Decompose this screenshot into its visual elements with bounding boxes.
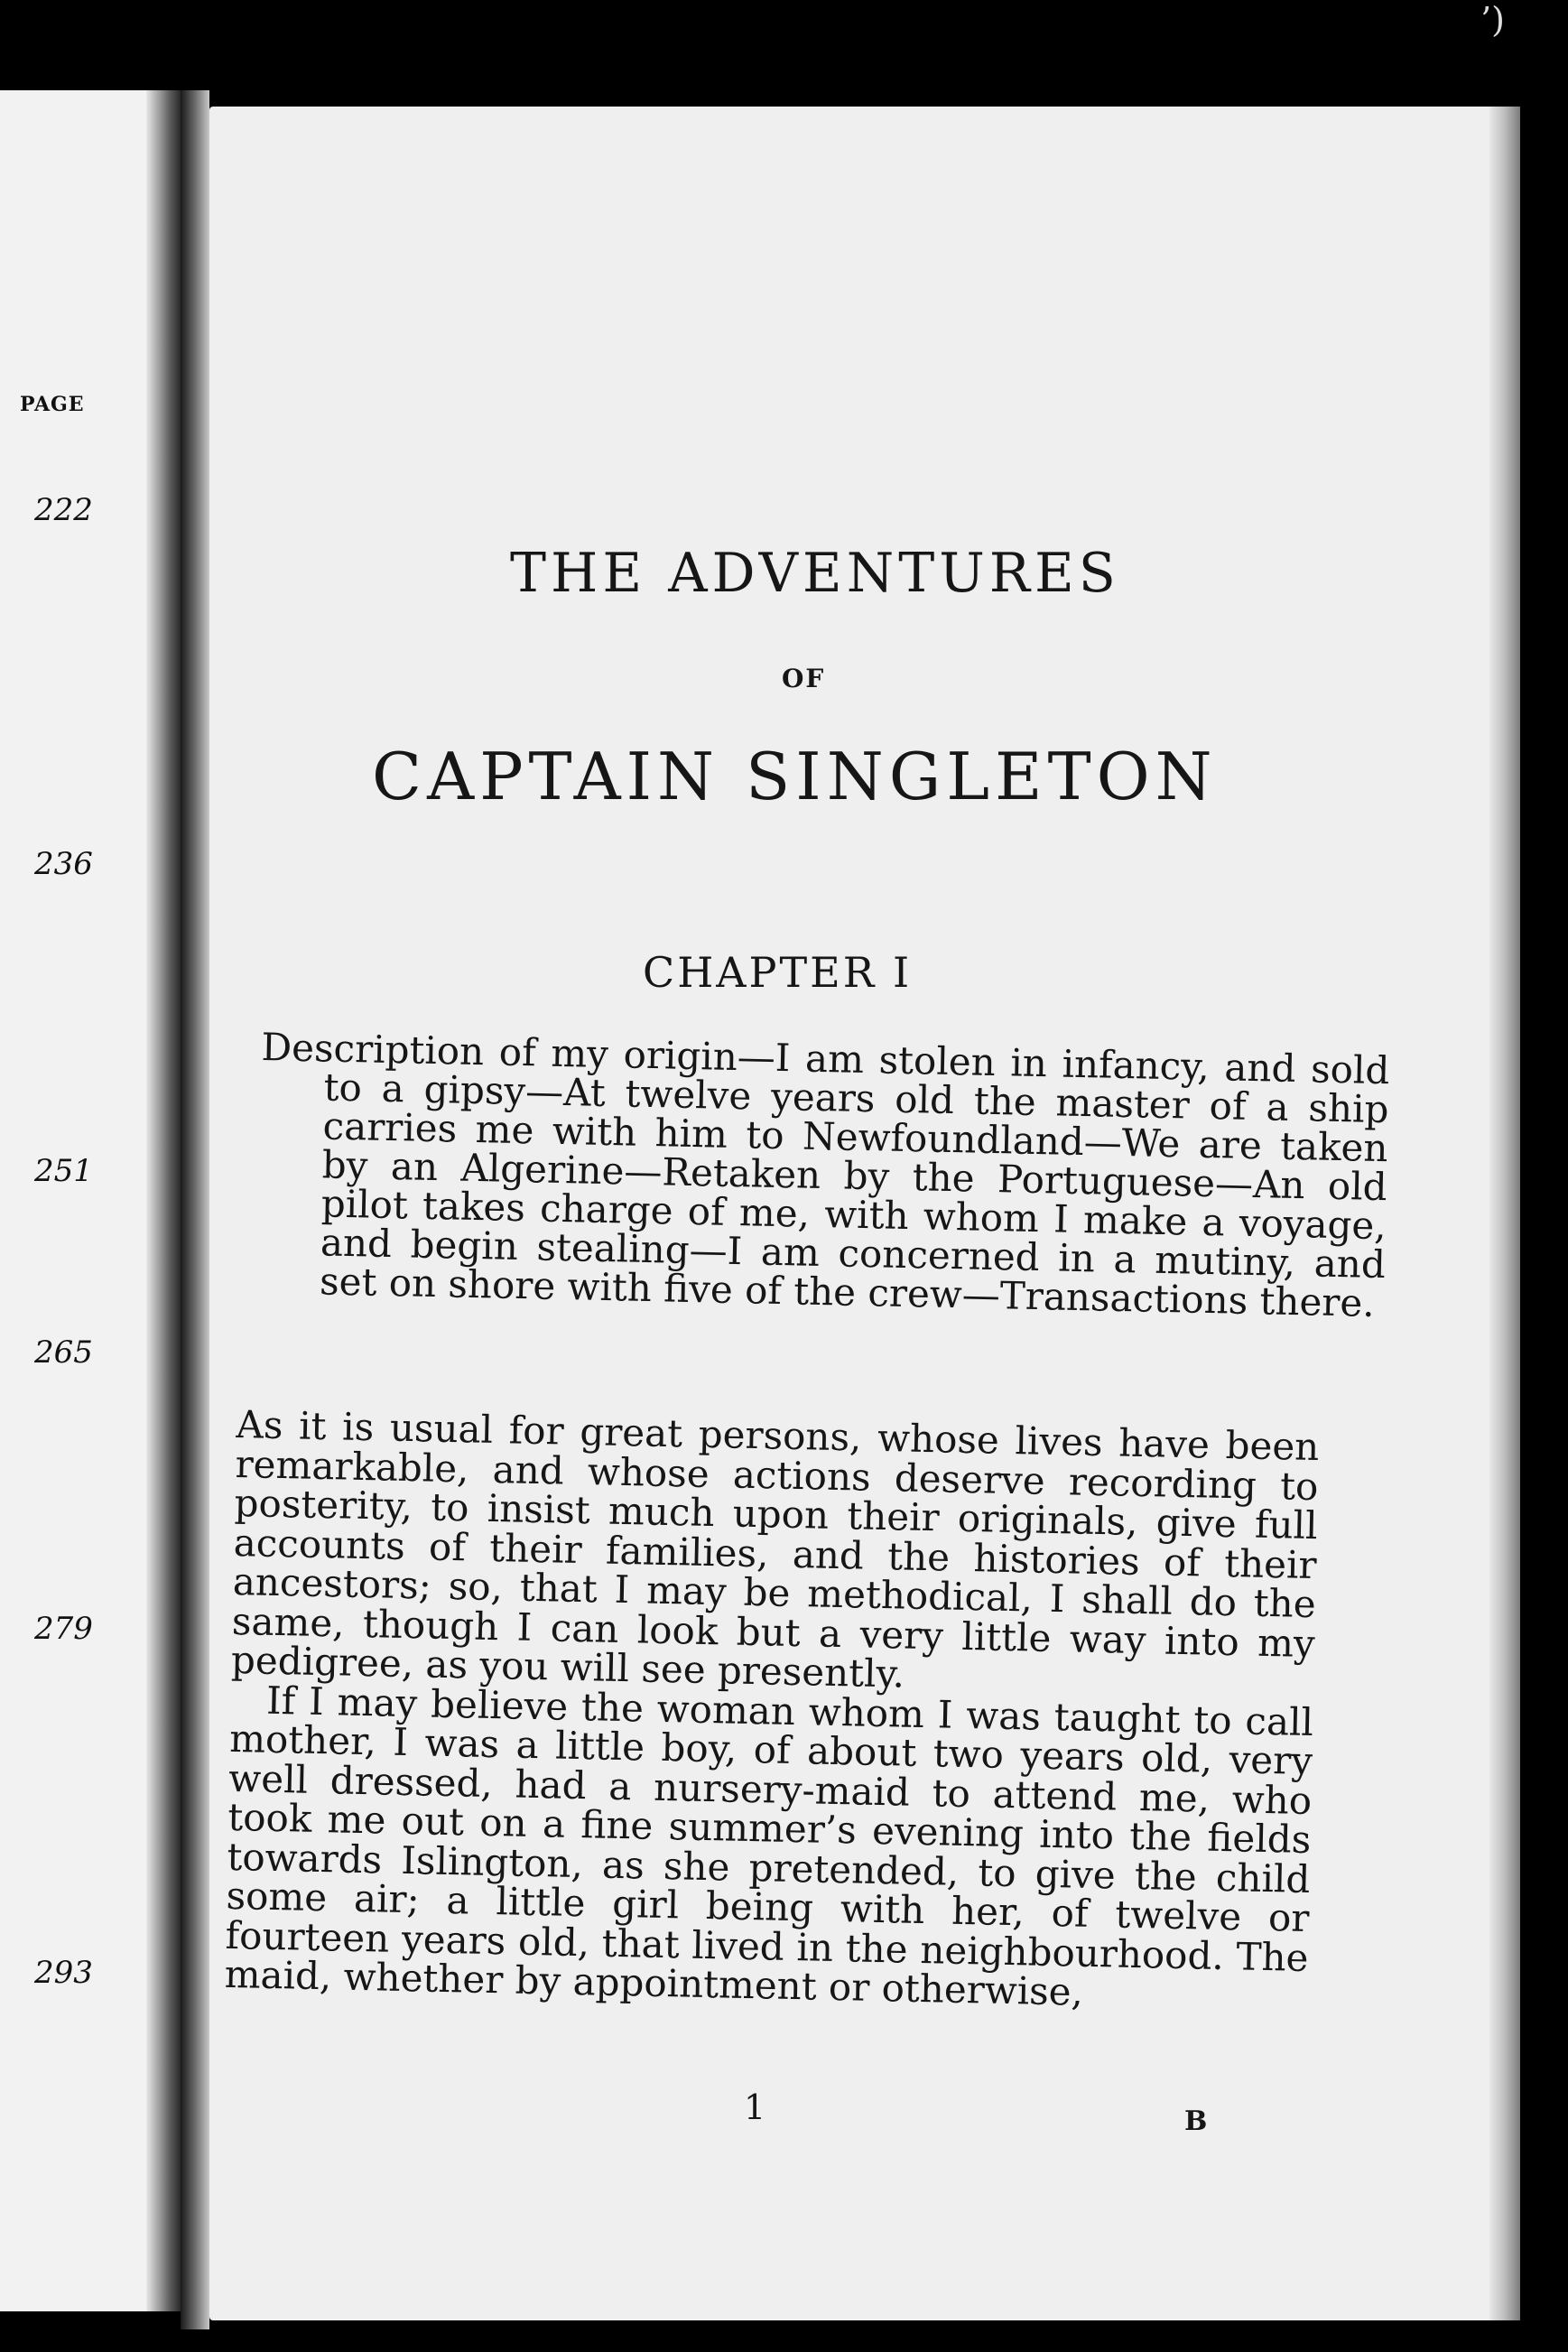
book-spine-shadow	[181, 90, 209, 2329]
page-number-entry: 265	[34, 1334, 93, 1371]
page-number-entry: 236	[34, 846, 93, 882]
page-number-entry: 251	[34, 1153, 93, 1189]
page-folio-number: 1	[744, 2087, 766, 2127]
book-title: THE ADVENTURES	[510, 542, 1120, 605]
page-number-entry: 293	[34, 1955, 93, 1991]
book-title-of: OF	[782, 664, 826, 693]
body-paragraph: As it is usual for great persons, whose lives have been remarkable, and whose actions deserve recording to posterity, to insist much upon their originals, give full accounts of their families, and the histories of their ancestors; so, that I may be methodical, I shall do the same, though I can look but a very little way into my pedigree, as you will see presently.	[230, 1402, 1320, 1697]
page-number-entry: 279	[34, 1611, 93, 1647]
body-text	[224, 1402, 1320, 2016]
previous-page	[0, 90, 181, 2311]
chapter-synopsis: Description of my origin—I am stolen in infancy, and sold to a gipsy—At twelve years old the master of a ship carries me with him to Newfoundland—We are taken by an Algerine—Retaken by the Portuguese—An old pilot takes charge of me, with whom I make a voyage, and begin stealing—I am concerned in a mutiny, and set on shore with five of the crew—Transactions there.	[261, 1025, 1390, 1325]
book-subtitle: CAPTAIN SINGLETON	[372, 739, 1218, 814]
signature-mark: B	[1184, 2106, 1208, 2137]
left-page-gutter-shadow	[146, 90, 181, 2311]
chapter-heading: CHAPTER I	[643, 948, 913, 997]
corner-mark: ’)	[1480, 0, 1505, 40]
page-column-header: PAGE	[20, 393, 85, 416]
body-paragraph: If I may believe the woman whom I was taught to call mother, I was a little boy, of about two years old, very well dressed, had a nursery-maid to attend me, who took me out on a fine summer’s evening into the fields towards Islington, as she pretended, to give the child some air; a little girl being with her, of twelve or fourteen years old, that lived in the neighbourhood. The maid, whether by appointment or otherwise,	[224, 1678, 1314, 2014]
page-number-entry: 222	[34, 492, 93, 528]
page-edge-shadow	[1489, 107, 1520, 2320]
